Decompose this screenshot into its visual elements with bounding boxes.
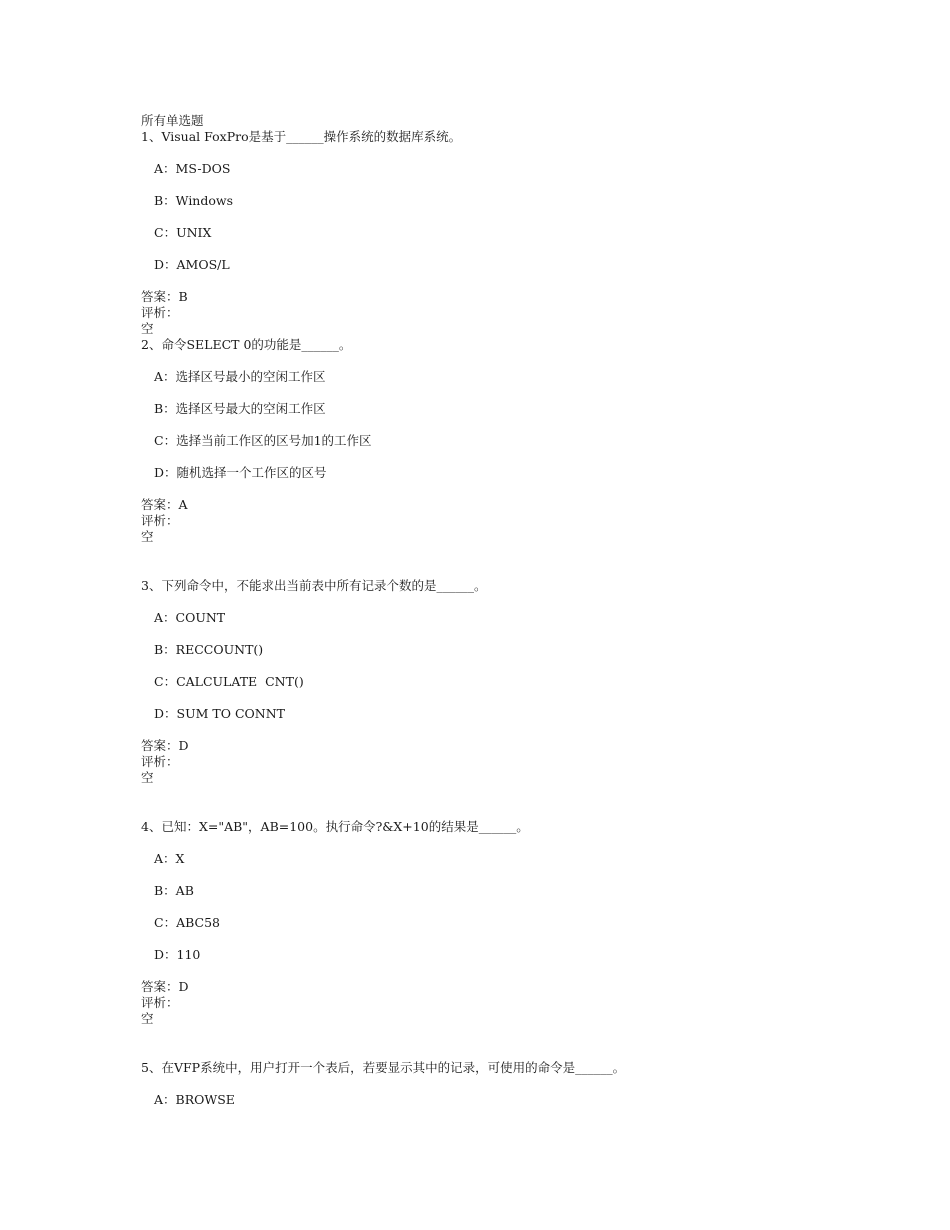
document-page xyxy=(141,113,901,1108)
option-b: B：Windows xyxy=(154,193,234,208)
question-stem: 3、下列命令中，不能求出当前表中所有记录个数的是______。 xyxy=(141,578,487,593)
option-d: D：AMOS/L xyxy=(154,257,230,272)
analysis-text: 空 xyxy=(141,321,154,336)
option-a: A：COUNT xyxy=(154,610,226,625)
analysis-label: 评析： xyxy=(141,995,179,1010)
option-d: D：110 xyxy=(154,947,201,962)
analysis-label: 评析： xyxy=(141,305,179,320)
analysis-text: 空 xyxy=(141,1011,154,1026)
option-c: C：ABC58 xyxy=(154,915,220,930)
question-stem: 4、已知：X="AB"，AB=100。执行命令?&X+10的结果是______。 xyxy=(141,819,529,834)
option-d: D：SUM TO CONNT xyxy=(154,706,285,721)
option-c: C：UNIX xyxy=(154,225,212,240)
answer: 答案：D xyxy=(141,979,189,994)
doc-heading: 所有单选题 xyxy=(141,113,204,128)
answer: 答案：B xyxy=(141,289,188,304)
option-b: B：RECCOUNT() xyxy=(154,642,264,657)
option-c: C：CALCULATE CNT() xyxy=(154,674,304,689)
answer: 答案：A xyxy=(141,497,188,512)
analysis-text: 空 xyxy=(141,529,154,544)
option-a: A：X xyxy=(154,851,185,866)
option-a: A：MS-DOS xyxy=(154,161,231,176)
question-3 xyxy=(141,578,901,786)
analysis-label: 评析： xyxy=(141,513,179,528)
question-1 xyxy=(141,129,901,337)
answer: 答案：D xyxy=(141,738,189,753)
option-c: C：选择当前工作区的区号加1的工作区 xyxy=(154,433,372,448)
question-stem: 5、在VFP系统中，用户打开一个表后，若要显示其中的记录，可使用的命令是______。 xyxy=(141,1060,626,1075)
option-a: A：选择区号最小的空闲工作区 xyxy=(154,369,326,384)
option-b: B：AB xyxy=(154,883,194,898)
question-2 xyxy=(141,337,901,545)
question-stem: 2、命令SELECT 0的功能是______。 xyxy=(141,337,352,352)
question-stem: 1、Visual FoxPro是基于______操作系统的数据库系统。 xyxy=(141,129,462,144)
option-d: D：随机选择一个工作区的区号 xyxy=(154,465,327,480)
question-5 xyxy=(141,1060,901,1108)
option-a: A：BROWSE xyxy=(154,1092,235,1107)
option-b: B：选择区号最大的空闲工作区 xyxy=(154,401,326,416)
analysis-text: 空 xyxy=(141,770,154,785)
question-4 xyxy=(141,819,901,1027)
analysis-label: 评析： xyxy=(141,754,179,769)
